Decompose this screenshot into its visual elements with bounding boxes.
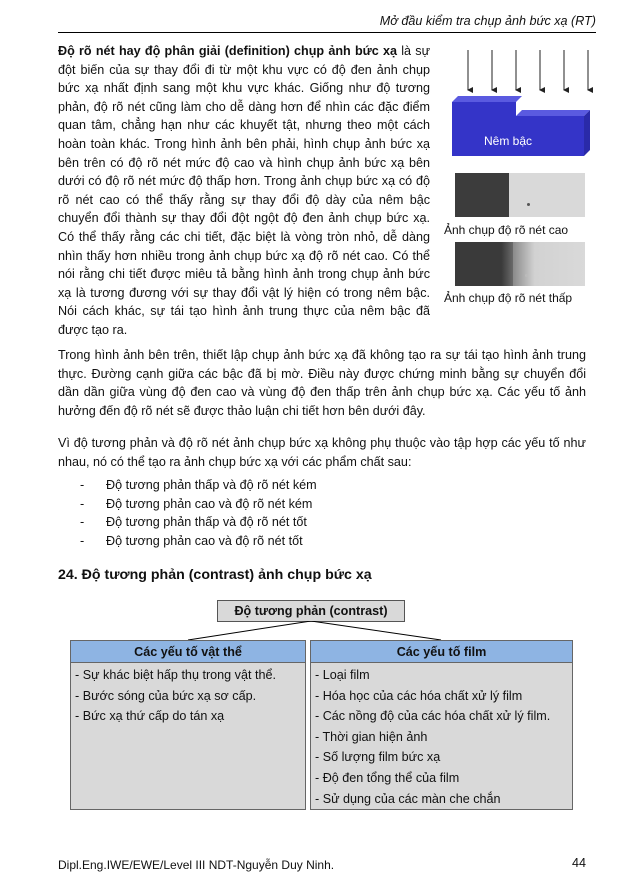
object-factors-title: Các yếu tố vật thể: [71, 641, 305, 663]
intro-bold-term: Độ rõ nét hay độ phân giải (definition) chụp ảnh bức xạ: [58, 44, 398, 58]
list-item: - Số lượng film bức xạ: [315, 750, 441, 765]
film-factors-title: Các yếu tố film: [311, 641, 572, 663]
paragraph-blur: Trong hình ảnh bên trên, thiết lập chụp ảnh bức xạ đã không tạo ra sự tái tạo hình ảnh trung thực. Đường cạnh giữa các bậc đã bị mờ. Điều này được chứng minh bằng sự chuyển đổi dần dần giữa vùng độ đen cao và vùng độ đen thấp trên ảnh chụp bức xạ. Các yếu tố ảnh hưởng đến độ rõ nét sẽ được thảo luận chi tiết hơn bên dưới đây.: [58, 348, 586, 418]
list-item: - Độ tương phản cao và độ rõ nét tốt: [80, 533, 303, 548]
intro-text: là sự đột biến của sự thay đổi đi từ một khu vực có độ đen ảnh chụp bức xạ nhất định sang một khu vực khác. Giống như độ tương phản, độ rõ nét cũng làm cho dễ dàng hơn để nhìn các đặc điểm quan tâm, chẳng hạn như các khuyết tật, nhưng theo một cách hoàn toàn khác. Trong hình ảnh bên phải, hình chụp ảnh bức xạ bên trên có độ rõ nét mức độ cao và hình chụp ảnh bức xạ bên dưới có độ rõ nét mức độ thấp hơn. Trong ảnh chụp bức xạ có độ rõ nét cao có thể thấy rằng sự thay đổi độ dày của nêm bậc chuyển đổi thành sự thay đổi đột ngột độ đen ảnh chụp bức xạ. Có thể thấy rằng các chi tiết, đặc biệt là vòng tròn nhỏ, dễ dàng nhìn thấy hơn nhiều trong ảnh chụp bức xạ độ rõ nét cao. Có thể nói rằng chi tiết được miêu tả bằng hình ảnh trong chụp ảnh bức xạ là tương đương với sự thay đổi vật lý hiện có trong nêm bậc. Nói cách khác, sự tái tạo hình ảnh trung thực của nêm bậc đã được tạo ra.: [58, 44, 431, 337]
caption-high-definition: Ảnh chụp độ rõ nét cao: [444, 223, 569, 237]
paragraph-qualities: Vì độ tương phản và độ rõ nét ảnh chụp bức xạ không phụ thuộc vào tập hợp các yếu tố như nhau, nó có thể tạo ra ảnh chụp bức xạ với các phẩm chất sau:: [58, 436, 586, 469]
film-factors-box: [310, 640, 573, 810]
list-item: - Độ tương phản thấp và độ rõ nét tốt: [80, 515, 307, 530]
list-item: - Loại film: [315, 668, 370, 682]
list-item: - Độ tương phản thấp và độ rõ nét kém: [80, 478, 317, 492]
caption-low-definition: Ảnh chụp độ rõ nét thấp: [444, 291, 573, 305]
step-wedge-label: Nêm bậc: [484, 134, 533, 148]
page-number: 44: [571, 856, 586, 870]
section-heading: 24. Độ tương phản (contrast) ảnh chụp bức xạ: [58, 567, 372, 583]
list-item: - Sử dụng của các màn che chắn: [315, 791, 501, 806]
object-factors-box: [70, 640, 306, 810]
list-item: - Bức xạ thứ cấp do tán xạ: [75, 709, 225, 724]
list-item: - Thời gian hiện ảnh: [315, 729, 428, 744]
radiograph-high-definition: [455, 173, 585, 217]
list-item: - Các nồng độ của các hóa chất xử lý film.: [315, 709, 551, 724]
list-item: - Độ đen tổng thể của film: [315, 770, 460, 785]
intro-paragraph: [58, 42, 430, 340]
list-item: - Bước sóng của bức xạ sơ cấp.: [75, 688, 257, 703]
diagram-root-box: Độ tương phản (contrast): [217, 600, 405, 622]
list-item: - Độ tương phản cao và độ rõ nét kém: [80, 496, 313, 511]
radiation-arrows: [462, 50, 594, 96]
list-item: - Hóa học của các hóa chất xử lý film: [315, 688, 523, 703]
list-item: - Sự khác biệt hấp thụ trong vật thể.: [75, 668, 276, 682]
diagram-connectors: [70, 621, 560, 641]
footer-author: Dipl.Eng.IWE/EWE/Level III NDT-Nguyễn Duy Ninh.: [58, 858, 335, 872]
radiograph-low-definition: [455, 242, 585, 286]
page-header: Mở đầu kiểm tra chụp ảnh bức xạ (RT): [58, 14, 596, 33]
qualities-list: [80, 476, 317, 550]
